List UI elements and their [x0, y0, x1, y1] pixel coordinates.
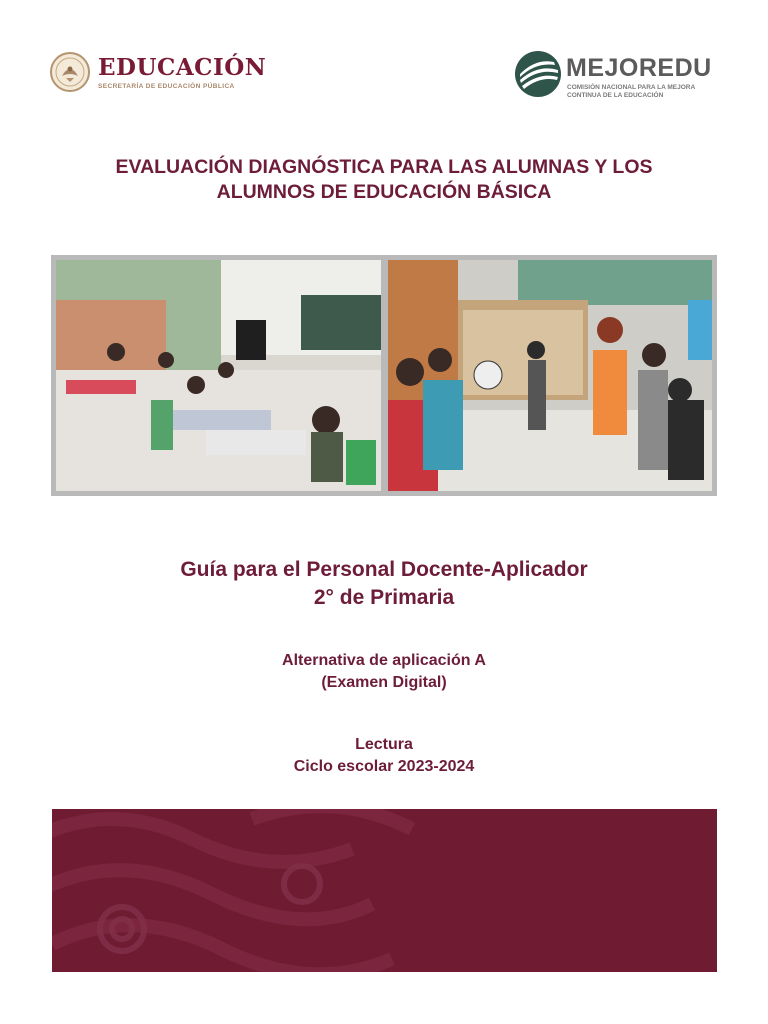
guide-title-line1: Guía para el Personal Docente-Aplicador — [180, 558, 588, 581]
educacion-title: EDUCACIÓN — [98, 54, 267, 81]
subject-block — [60, 734, 708, 778]
mejoredu-mark-icon — [514, 50, 562, 98]
students-poster-photo — [388, 260, 712, 491]
alternative-block — [60, 650, 708, 694]
alternative-line2: (Examen Digital) — [321, 674, 447, 691]
educacion-logo — [50, 52, 270, 96]
guide-title — [60, 556, 708, 612]
educacion-subtitle: SECRETARÍA DE EDUCACIÓN PÚBLICA — [98, 83, 235, 90]
guide-title-line2: 2° de Primaria — [313, 586, 455, 609]
photo-band — [51, 255, 717, 496]
mejoredu-logo — [514, 50, 724, 104]
mejoredu-subtitle — [567, 84, 695, 100]
mejoredu-title: MEJOREDU — [566, 54, 712, 82]
alternative-line1: Alternativa de aplicación A — [282, 652, 486, 669]
school-cycle: Ciclo escolar 2023-2024 — [293, 758, 475, 775]
main-title-line2: ALUMNOS DE EDUCACIÓN BÁSICA — [216, 181, 552, 203]
mexico-seal-icon — [50, 52, 90, 92]
mejoredu-subtitle-line2: CONTINUA DE LA EDUCACIÓN — [567, 92, 664, 99]
classroom-photo — [56, 260, 381, 491]
ornamental-pattern-icon — [52, 809, 717, 972]
subject-name: Lectura — [355, 736, 413, 753]
mejoredu-subtitle-line1: COMISIÓN NACIONAL PARA LA MEJORA — [567, 84, 696, 91]
main-title — [60, 155, 708, 205]
decorative-footer-band — [52, 809, 717, 972]
main-title-line1: EVALUACIÓN DIAGNÓSTICA PARA LAS ALUMNAS Y LOS — [115, 156, 653, 178]
